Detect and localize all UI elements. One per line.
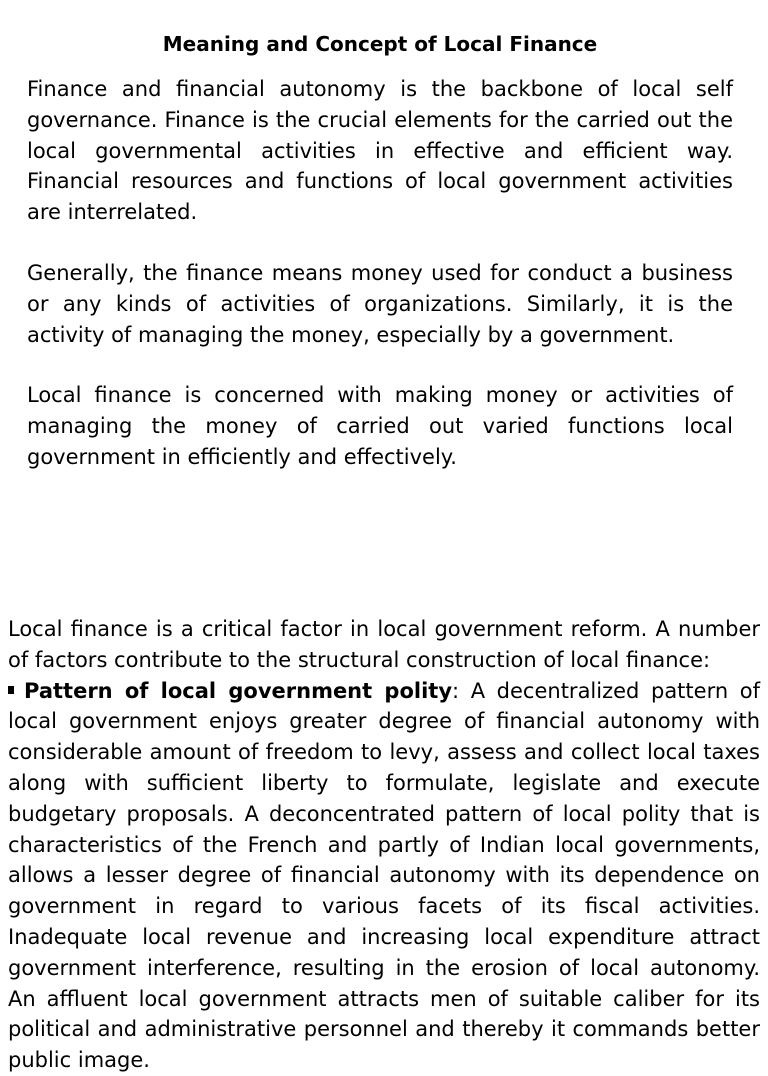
paragraph-finance-autonomy: Finance and financial autonomy is the backbone of local self governance. Finance is the crucial elements for the carried out the local governmental activities in effective and efficient way. Financial resources and functions of local government activities are interrelated.	[27, 77, 733, 225]
bullet-item	[8, 676, 760, 1076]
bullet-text: : A decentralized pattern of local government enjoys greater degree of financial autonomy with considerable amount of freedom to levy, assess and collect local taxes along with sufficient liberty to formulate, legislate and execute budgetary proposals. A deconcentrated pattern of local polity that is characteristics of the French and partly of Indian local governments, allows a lesser degree of financial autonomy with its dependence on government in regard to various facets of its fiscal activities. Inadequate local revenue and increasing local expenditure attract government interference, resulting in the erosion of local autonomy. An affluent local government attracts men of suitable caliber for its political and administrative personnel and thereby it commands better public image.	[8, 678, 760, 1073]
paragraph-finance-definition: Generally, the finance means money used for conduct a business or any kinds of activities of organizations. Similarly, it is the activity of managing the money, especially by a government.	[27, 260, 733, 347]
slide-title: Meaning and Concept of Local Finance	[162, 32, 598, 56]
intro-paragraph: Local finance is a critical factor in local government reform. A number of factors contribute to the structural construction of local finance:	[8, 617, 760, 672]
bullet-heading: Pattern of local government polity	[24, 678, 453, 703]
bullet-square-icon	[8, 686, 14, 694]
paragraph-local-finance: Local finance is concerned with making money or activities of managing the money of carried out varied functions local government in efficiently and effectively.	[27, 383, 733, 469]
slide-local-finance-factors	[8, 614, 760, 1076]
slide-local-finance-meaning	[27, 29, 733, 503]
